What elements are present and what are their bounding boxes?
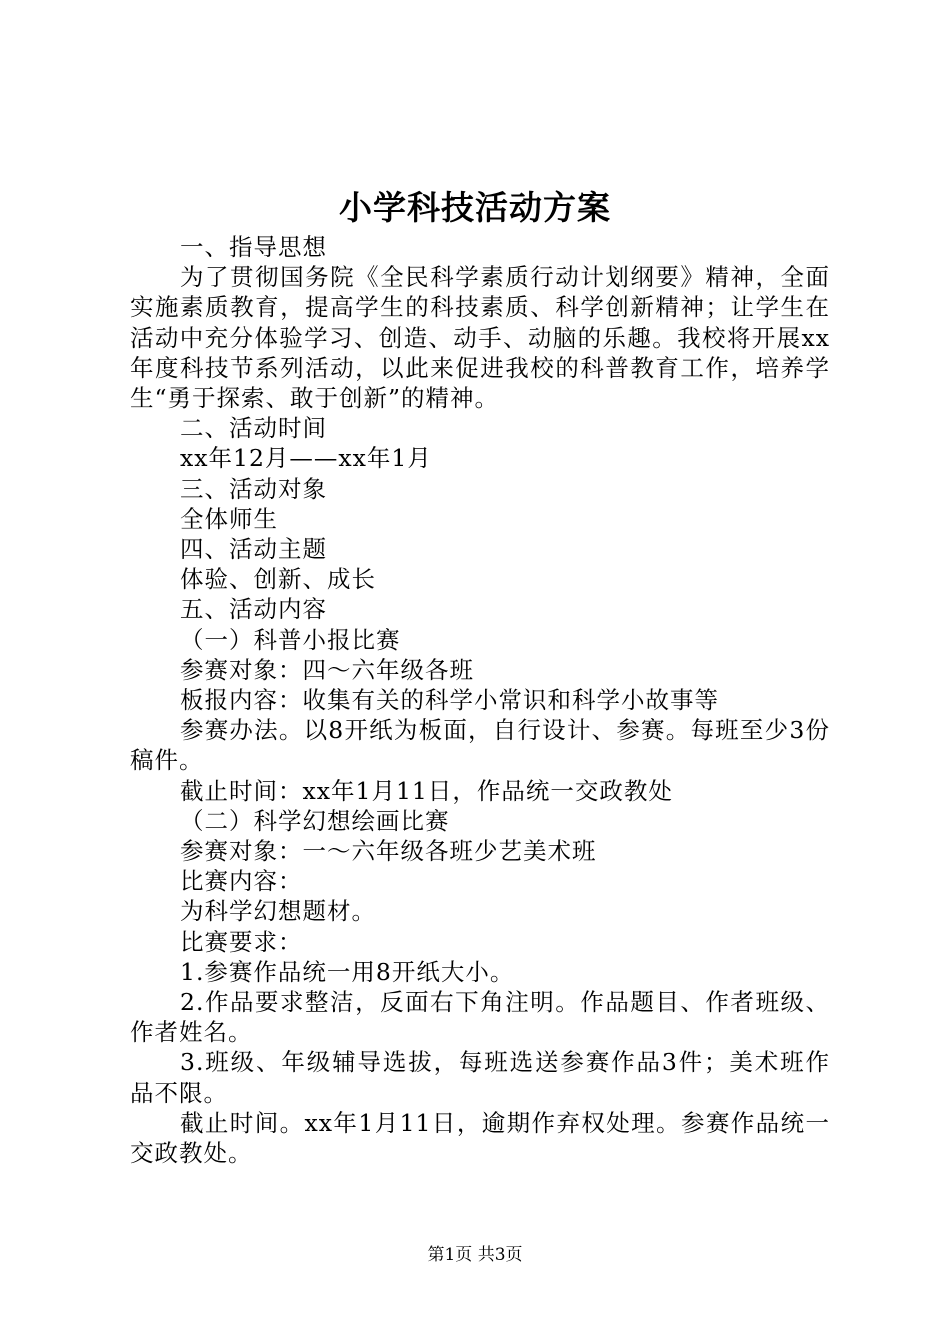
text-line: 体验、创新、成长 — [180, 565, 376, 594]
subsection-heading: （一）科普小报比赛 — [180, 625, 401, 654]
page-footer: 第1页 共3页 — [427, 1245, 523, 1265]
paragraph: 参赛办法。以8开纸为板面，自行设计、参赛。每班至少3份稿件。 — [130, 716, 830, 775]
text-line: 板报内容：收集有关的科学小常识和科学小故事等 — [180, 686, 719, 715]
document-title: 小学科技活动方案 — [339, 188, 611, 227]
section-heading: 五、活动内容 — [180, 595, 327, 624]
subsection-heading: （二）科学幻想绘画比赛 — [180, 806, 450, 835]
paragraph: 截止时间。xx年1月11日，逾期作弃权处理。参赛作品统一交政教处。 — [130, 1108, 830, 1168]
section-heading: 四、活动主题 — [180, 535, 327, 564]
section-heading: 一、指导思想 — [180, 233, 327, 261]
document-body — [130, 232, 830, 1168]
section-heading: 三、活动对象 — [180, 474, 327, 503]
text-line: 全体师生 — [180, 504, 278, 533]
text-line: 参赛对象：四～六年级各班 — [180, 655, 474, 684]
text-line: 为科学幻想题材。 — [180, 897, 376, 926]
text-line: 比赛要求： — [180, 927, 303, 956]
section-heading: 二、活动时间 — [180, 414, 327, 443]
text-line: 比赛内容： — [180, 867, 303, 896]
list-item: 3.班级、年级辅导选拔，每班选送参赛作品3件；美术班作品不限。 — [130, 1048, 830, 1107]
text-line: 参赛对象：一～六年级各班少艺美术班 — [180, 837, 597, 866]
text-line: xx年12月——xx年1月 — [180, 444, 432, 473]
paragraph: 为了贯彻国务院《全民科学素质行动计划纲要》精神，全面实施素质教育，提高学生的科技素质、科学创新精神；让学生在活动中充分体验学习、创造、动手、动脑的乐趣。我校将开展xx年度科技节系列活动，以此来促进我校的科普教育工作，培养学生“勇于探索、敢于创新”的精神。 — [130, 263, 830, 413]
list-item: 2.作品要求整洁，反面右下角注明。作品题目、作者班级、作者姓名。 — [130, 988, 830, 1047]
list-item: 1.参赛作品统一用8开纸大小。 — [180, 957, 515, 986]
text-line: 截止时间：xx年1月11日，作品统一交政教处 — [180, 776, 673, 805]
